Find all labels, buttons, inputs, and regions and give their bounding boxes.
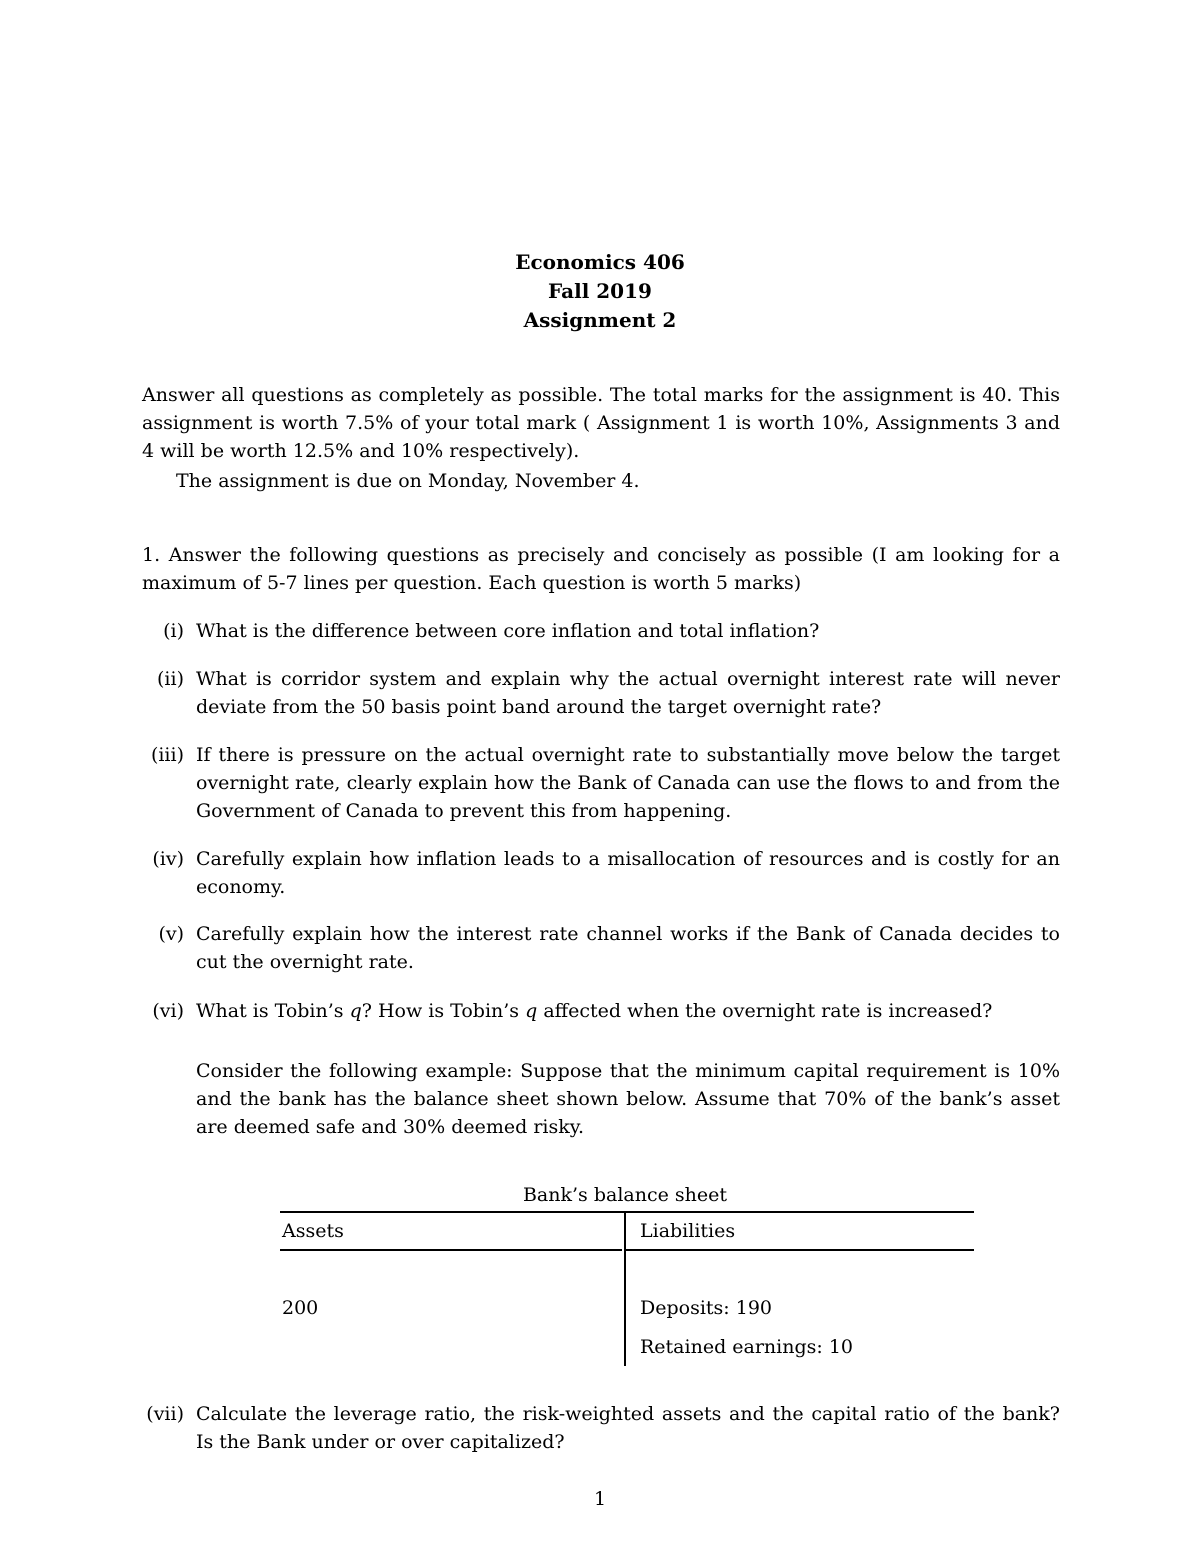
liabilities-header: Liabilities (640, 1220, 736, 1242)
balance-sheet-table (280, 1211, 974, 1366)
item-number: (iv) (152, 848, 184, 870)
item-text: What is Tobin’s q? How is Tobin’s q affected when the overnight rate is increased? (196, 1000, 993, 1022)
example-paragraph: Consider the following example: Suppose that the minimum capital requirement is 10% and the bank has the balance sheet shown below. Assume that 70% of the bank’s asset are deemed safe and 30% deemed risky. (196, 1060, 1060, 1138)
page-number: 1 (593, 1488, 607, 1510)
item-text: If there is pressure on the actual overnight rate to substantially move below the target overnight rate, clearly explain how the Bank of Canada can use the flows to and from the Government of Canada to prevent this from happening. (196, 744, 1060, 822)
item-number: (i) (163, 620, 184, 642)
question-1-intro: 1. Answer the following questions as precisely and concisely as possible (I am looking for a maximum of 5-7 lines per question. Each question is worth 5 marks) (142, 544, 1060, 594)
course-title: Economics 406 (515, 250, 685, 274)
table-divider (624, 1211, 626, 1366)
assets-header: Assets (282, 1220, 344, 1242)
term-title: Fall 2019 (548, 279, 652, 303)
table-top-rule (280, 1211, 974, 1213)
balance-sheet-caption: Bank’s balance sheet (522, 1184, 728, 1206)
tobins-q-symbol: q (349, 1000, 362, 1022)
item-text: What is the difference between core inflation and total inflation? (196, 620, 820, 642)
item-text: Carefully explain how the interest rate channel works if the Bank of Canada decides to cut the overnight rate. (196, 923, 1060, 973)
deposits-value: Deposits: 190 (640, 1297, 772, 1319)
retained-earnings-value: Retained earnings: 10 (640, 1336, 854, 1358)
tobins-q-symbol: q (525, 1000, 538, 1022)
item-number: (iii) (150, 744, 184, 766)
item-text: Carefully explain how inflation leads to a misallocation of resources and is costly for an economy. (196, 848, 1060, 898)
due-date-text: The assignment is due on Monday, November 4. (176, 470, 640, 492)
table-header-rule-left (280, 1249, 622, 1251)
intro-paragraph: Answer all questions as completely as possible. The total marks for the assignment is 40. This assignment is worth 7.5% of your total mark ( Assignment 1 is worth 10%, Assignments 3 and 4 will be worth 12.5% and 10% respectively). (142, 384, 1060, 462)
item-number: (vi) (152, 1000, 184, 1022)
assets-value: 200 (282, 1297, 319, 1319)
item-number: (ii) (157, 668, 184, 690)
item-text: What is corridor system and explain why the actual overnight interest rate will never deviate from the 50 basis point band around the target overnight rate? (196, 668, 1060, 718)
item-text: Calculate the leverage ratio, the risk-weighted assets and the capital ratio of the bank? Is the Bank under or over capitalized? (196, 1403, 1060, 1453)
table-header-rule-right (626, 1249, 974, 1251)
item-number: (v) (158, 923, 184, 945)
item-number: (vii) (146, 1403, 184, 1425)
document-header (0, 248, 1200, 335)
assignment-title: Assignment 2 (523, 308, 677, 332)
